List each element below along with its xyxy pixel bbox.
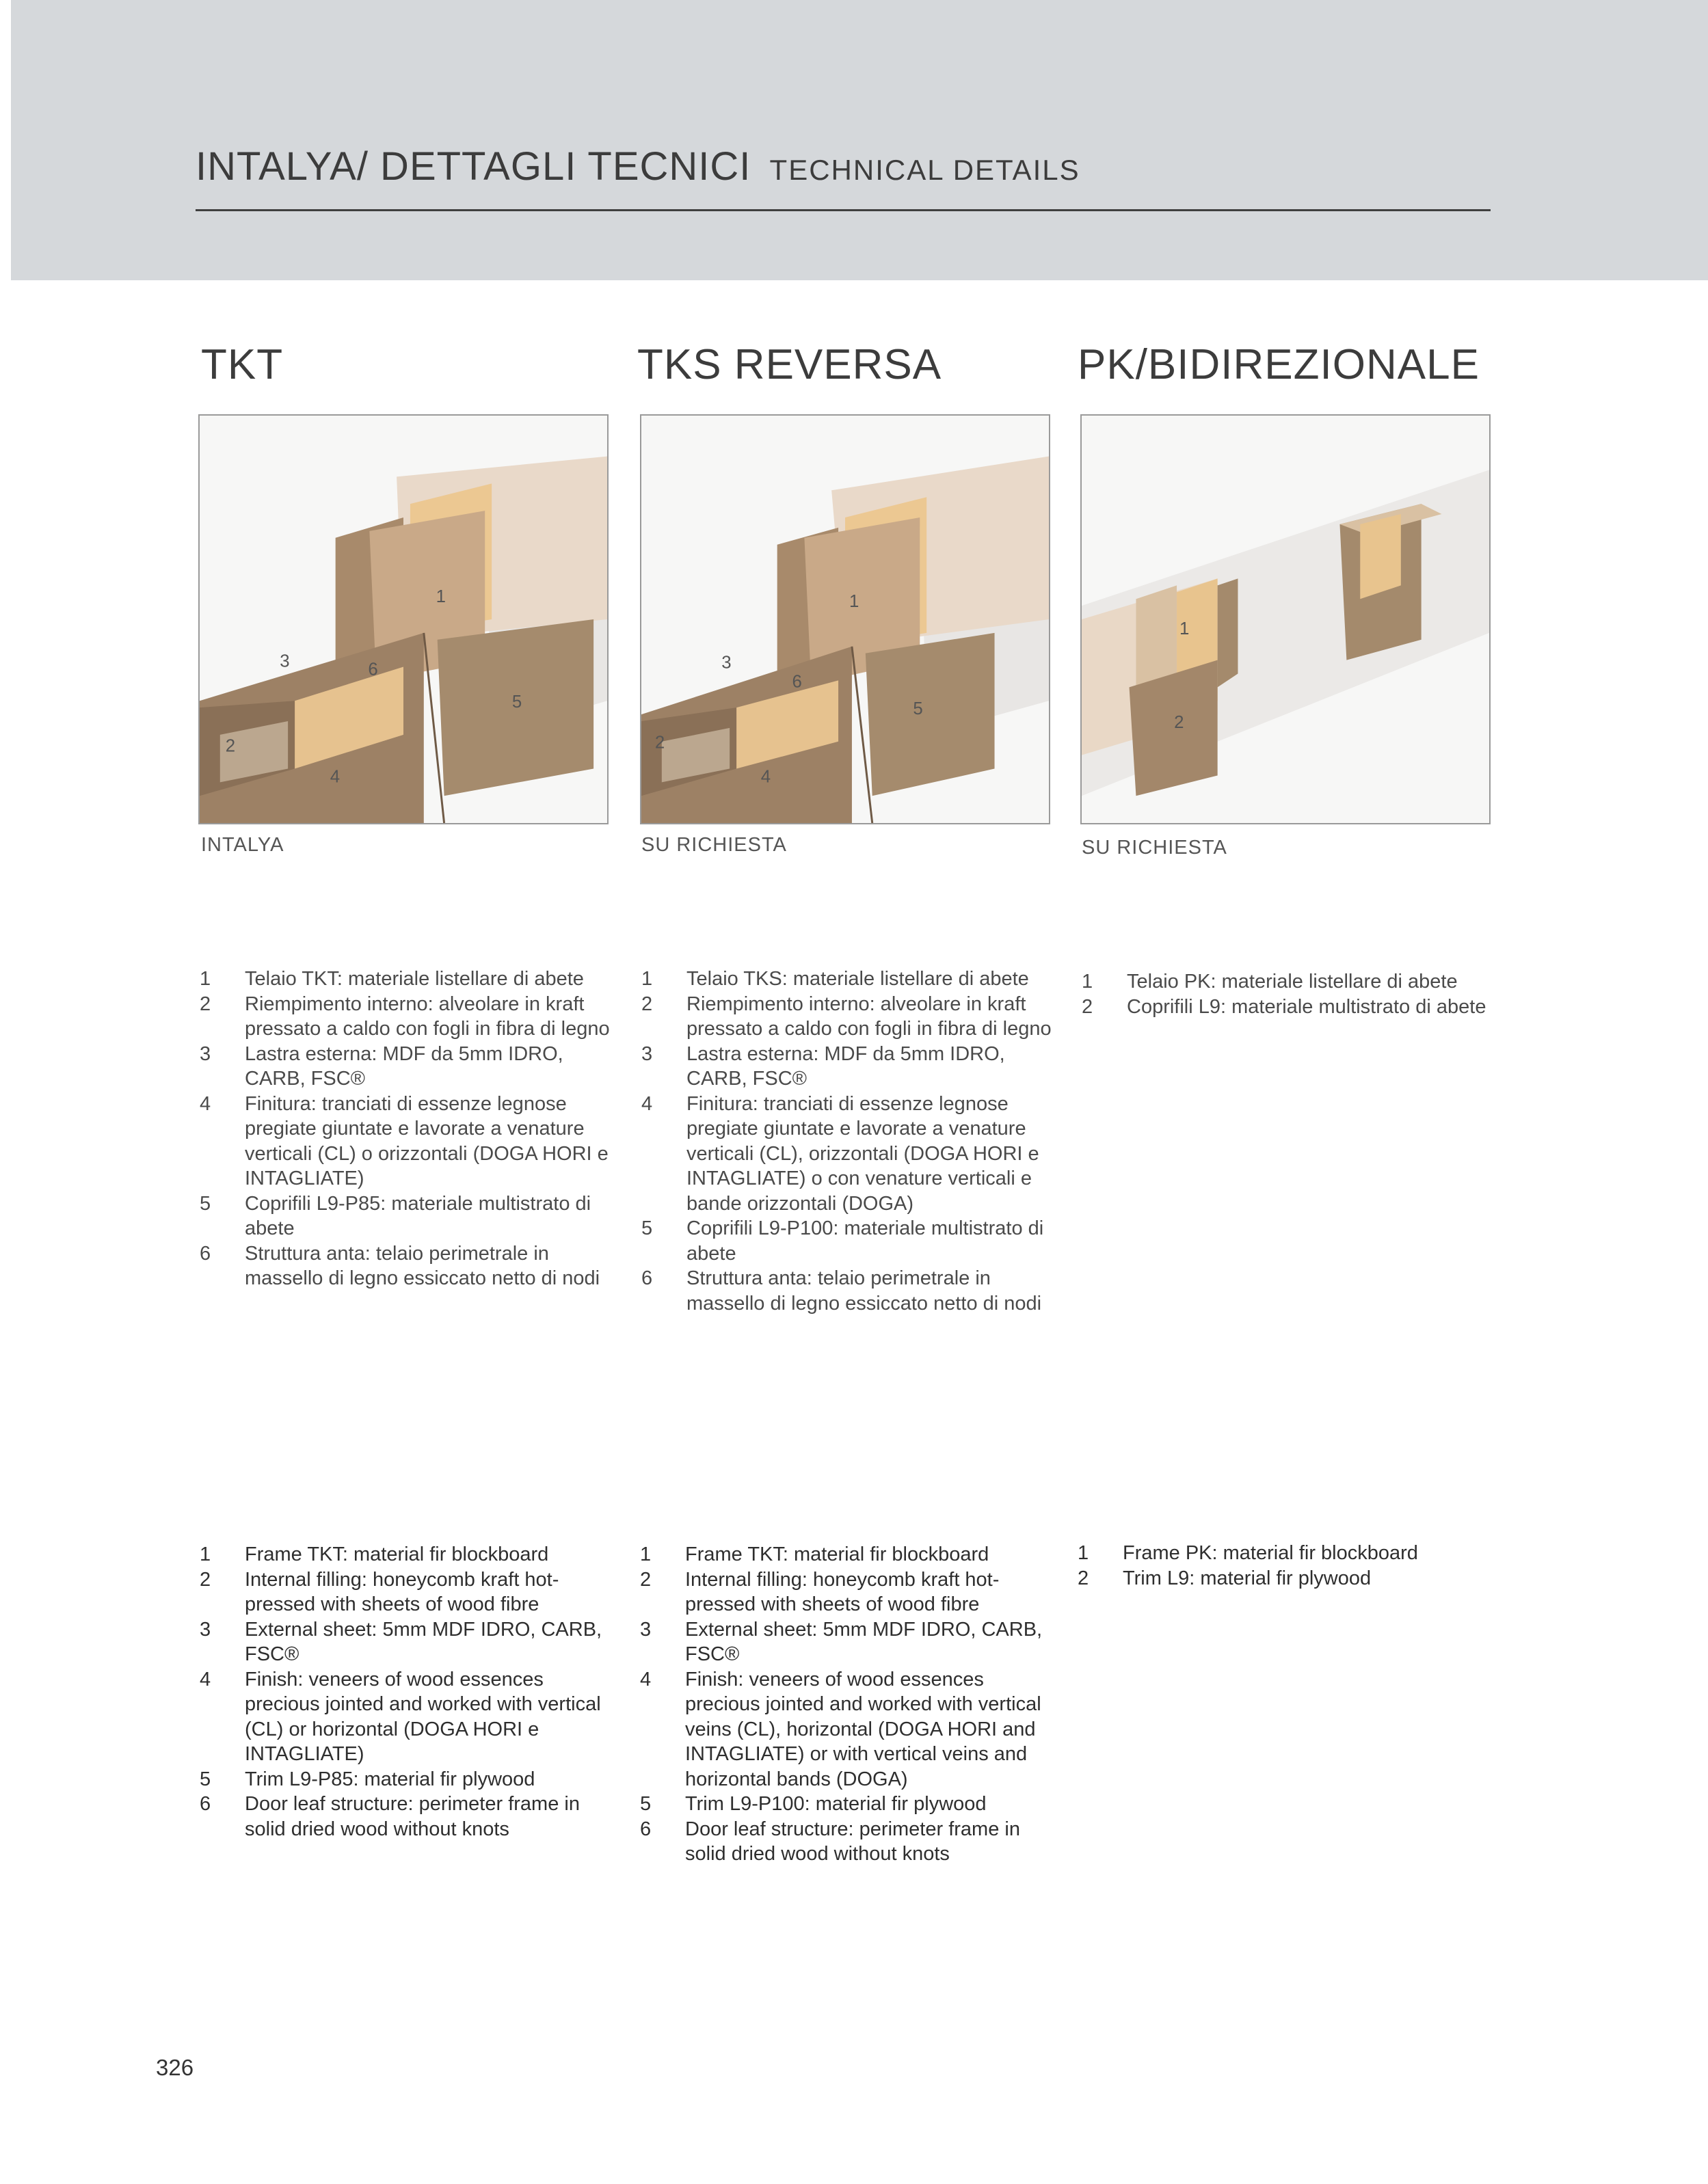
item-number: 2 xyxy=(200,1568,211,1591)
list-item xyxy=(200,1191,617,1241)
item-number: 6 xyxy=(200,1242,211,1265)
item-text: Trim L9: material fir plywood xyxy=(1123,1567,1372,1589)
item-number: 1 xyxy=(641,968,653,990)
item-text: External sheet: 5mm MDF IDRO, CARB, FSC® xyxy=(685,1618,1043,1665)
item-text: Frame TKT: material fir blockboard xyxy=(685,1543,989,1565)
list-item xyxy=(200,967,617,992)
page-number: 326 xyxy=(156,2055,194,2080)
callout-6: 6 xyxy=(792,672,802,692)
list-item xyxy=(640,1667,1057,1792)
item-text: Riempimento interno: alveolare in kraft pressato a caldo con fogli in fibra di legno xyxy=(245,993,610,1040)
item-text: Internal filling: honeycomb kraft hot-pressed with sheets of wood fibre xyxy=(685,1568,1000,1615)
item-text: Door leaf structure: perimeter frame in solid dried wood without knots xyxy=(245,1793,580,1840)
column-title-pk-bidirezionale: PK/BIDIREZIONALE xyxy=(1078,341,1480,388)
list-item xyxy=(1082,969,1492,995)
title-main: INTALYA/ DETTAGLI TECNICI xyxy=(196,144,751,189)
item-text: Frame TKT: material fir blockboard xyxy=(245,1543,549,1565)
spec-list-it-tks xyxy=(641,967,1058,1316)
item-text: Lastra esterna: MDF da 5mm IDRO, CARB, FSC® xyxy=(686,1042,1005,1090)
callout-2: 2 xyxy=(654,733,665,753)
item-number: 1 xyxy=(1078,1542,1089,1564)
item-text: Telaio PK: materiale listellare di abete xyxy=(1127,971,1458,993)
spec-list-it-pk xyxy=(1082,969,1492,1019)
list-item xyxy=(641,1092,1058,1217)
list-item xyxy=(1078,1566,1502,1591)
list-item xyxy=(640,1542,1057,1567)
callout-1: 1 xyxy=(1179,619,1190,638)
page-title xyxy=(196,144,1080,189)
item-text: Finitura: tranciati di essenze legnose pregiate giuntate e lavorate a venature verticali (CL) o orizzontali (DOGA HORI e INTAGLIATE) xyxy=(245,1092,609,1189)
item-number: 3 xyxy=(200,1042,211,1065)
spec-list-it-tkt xyxy=(200,967,617,1291)
callout-6: 6 xyxy=(368,660,378,679)
item-number: 4 xyxy=(641,1092,653,1115)
item-text: External sheet: 5mm MDF IDRO, CARB, FSC® xyxy=(245,1618,602,1665)
list-item xyxy=(200,1667,617,1767)
list-item xyxy=(641,992,1058,1042)
callout-3: 3 xyxy=(721,653,732,673)
item-text: Struttura anta: telaio perimetrale in massello di legno essiccato netto di nodi xyxy=(686,1267,1042,1315)
list-item xyxy=(1082,995,1492,1020)
column-title-tks-reversa: TKS REVERSA xyxy=(637,341,942,388)
item-number: 5 xyxy=(200,1192,211,1215)
item-number: 1 xyxy=(640,1543,652,1565)
callout-3: 3 xyxy=(280,651,290,671)
item-number: 1 xyxy=(200,1543,211,1565)
list-item xyxy=(200,1042,617,1092)
header-band xyxy=(11,0,1708,280)
spec-list-en-tks xyxy=(640,1542,1057,1867)
tkt-section-drawing xyxy=(200,416,607,823)
list-item xyxy=(641,967,1058,992)
pk-section-drawing xyxy=(1082,416,1489,823)
callout-1: 1 xyxy=(849,592,859,612)
item-number: 2 xyxy=(1078,1567,1089,1589)
list-item xyxy=(641,1216,1058,1266)
item-number: 1 xyxy=(200,968,211,990)
callout-4: 4 xyxy=(330,767,341,787)
item-text: Riempimento interno: alveolare in kraft pressato a caldo con fogli in fibra di legno xyxy=(686,993,1052,1040)
item-number: 5 xyxy=(200,1768,211,1790)
item-text: Struttura anta: telaio perimetrale in massello di legno essiccato netto di nodi xyxy=(245,1242,600,1289)
callout-2: 2 xyxy=(1174,712,1184,732)
item-number: 2 xyxy=(640,1568,652,1591)
item-number: 3 xyxy=(640,1618,652,1641)
tks-section-drawing xyxy=(641,416,1049,823)
list-item xyxy=(200,992,617,1042)
item-number: 3 xyxy=(641,1042,653,1065)
callout-5: 5 xyxy=(913,699,923,719)
list-item xyxy=(641,1042,1058,1092)
column-title-tkt: TKT xyxy=(201,341,284,388)
callout-5: 5 xyxy=(511,692,522,712)
item-number: 4 xyxy=(200,1092,211,1115)
figure-tkt xyxy=(198,414,609,824)
callout-4: 4 xyxy=(760,767,771,787)
item-number: 2 xyxy=(641,993,653,1015)
item-number: 4 xyxy=(640,1668,652,1690)
list-item xyxy=(1078,1541,1502,1566)
callout-2: 2 xyxy=(225,736,236,756)
spec-list-en-pk xyxy=(1078,1541,1502,1591)
item-text: Telaio TKS: materiale listellare di abete xyxy=(686,968,1029,990)
item-number: 6 xyxy=(641,1267,653,1289)
item-text: Telaio TKT: materiale listellare di abete xyxy=(245,968,584,990)
list-item xyxy=(200,1617,617,1667)
figure-pk-bidirezionale xyxy=(1080,414,1491,824)
item-text: Coprifili L9: materiale multistrato di abete xyxy=(1127,995,1486,1018)
item-number: 3 xyxy=(200,1618,211,1641)
list-item xyxy=(200,1567,617,1617)
list-item xyxy=(200,1542,617,1567)
item-text: Coprifili L9-P85: materiale multistrato di abete xyxy=(245,1192,591,1239)
callout-1: 1 xyxy=(436,587,446,607)
caption-pk-bidirezionale: SU RICHIESTA xyxy=(1082,837,1227,859)
spec-list-en-tkt xyxy=(200,1542,617,1842)
item-text: Internal filling: honeycomb kraft hot-pressed with sheets of wood fibre xyxy=(245,1568,559,1615)
item-number: 4 xyxy=(200,1668,211,1690)
title-subtitle: TECHNICAL DETAILS xyxy=(769,154,1080,186)
list-item xyxy=(640,1617,1057,1667)
item-number: 6 xyxy=(640,1818,652,1840)
item-text: Trim L9-P85: material fir plywood xyxy=(245,1768,535,1790)
item-text: Lastra esterna: MDF da 5mm IDRO, CARB, FSC® xyxy=(245,1042,563,1090)
figure-tks-reversa xyxy=(640,414,1050,824)
item-number: 5 xyxy=(640,1793,652,1815)
item-text: Finish: veneers of wood essences precious jointed and worked with vertical (CL) or horizontal (DOGA HORI e INTAGLIATE) xyxy=(245,1668,601,1765)
item-text: Coprifili L9-P100: materiale multistrato di abete xyxy=(686,1217,1044,1265)
list-item xyxy=(200,1241,617,1291)
list-item xyxy=(200,1792,617,1842)
item-text: Finitura: tranciati di essenze legnose pregiate giuntate e lavorate a venature verticali (CL), orizzontali (DOGA HORI e INTAGLIATE) o con venature verticali e bande orizzontali (DOGA) xyxy=(686,1092,1039,1215)
caption-tks-reversa: SU RICHIESTA xyxy=(641,834,787,856)
list-item xyxy=(640,1792,1057,1817)
item-text: Frame PK: material fir blockboard xyxy=(1123,1542,1418,1564)
item-text: Finish: veneers of wood essences precious jointed and worked with vertical veins (CL), horizontal (DOGA HORI and INTAGLIATE) or with vertical veins and horizontal bands (DOGA) xyxy=(685,1668,1041,1790)
item-number: 2 xyxy=(1082,995,1093,1018)
list-item xyxy=(640,1817,1057,1867)
item-number: 5 xyxy=(641,1217,653,1239)
list-item xyxy=(200,1767,617,1792)
list-item xyxy=(200,1092,617,1191)
caption-tkt: INTALYA xyxy=(201,834,284,856)
title-rule xyxy=(196,209,1491,211)
item-text: Trim L9-P100: material fir plywood xyxy=(685,1793,987,1815)
item-number: 2 xyxy=(200,993,211,1015)
item-number: 6 xyxy=(200,1793,211,1815)
item-text: Door leaf structure: perimeter frame in solid dried wood without knots xyxy=(685,1818,1020,1865)
list-item xyxy=(641,1266,1058,1316)
item-number: 1 xyxy=(1082,971,1093,993)
list-item xyxy=(640,1567,1057,1617)
